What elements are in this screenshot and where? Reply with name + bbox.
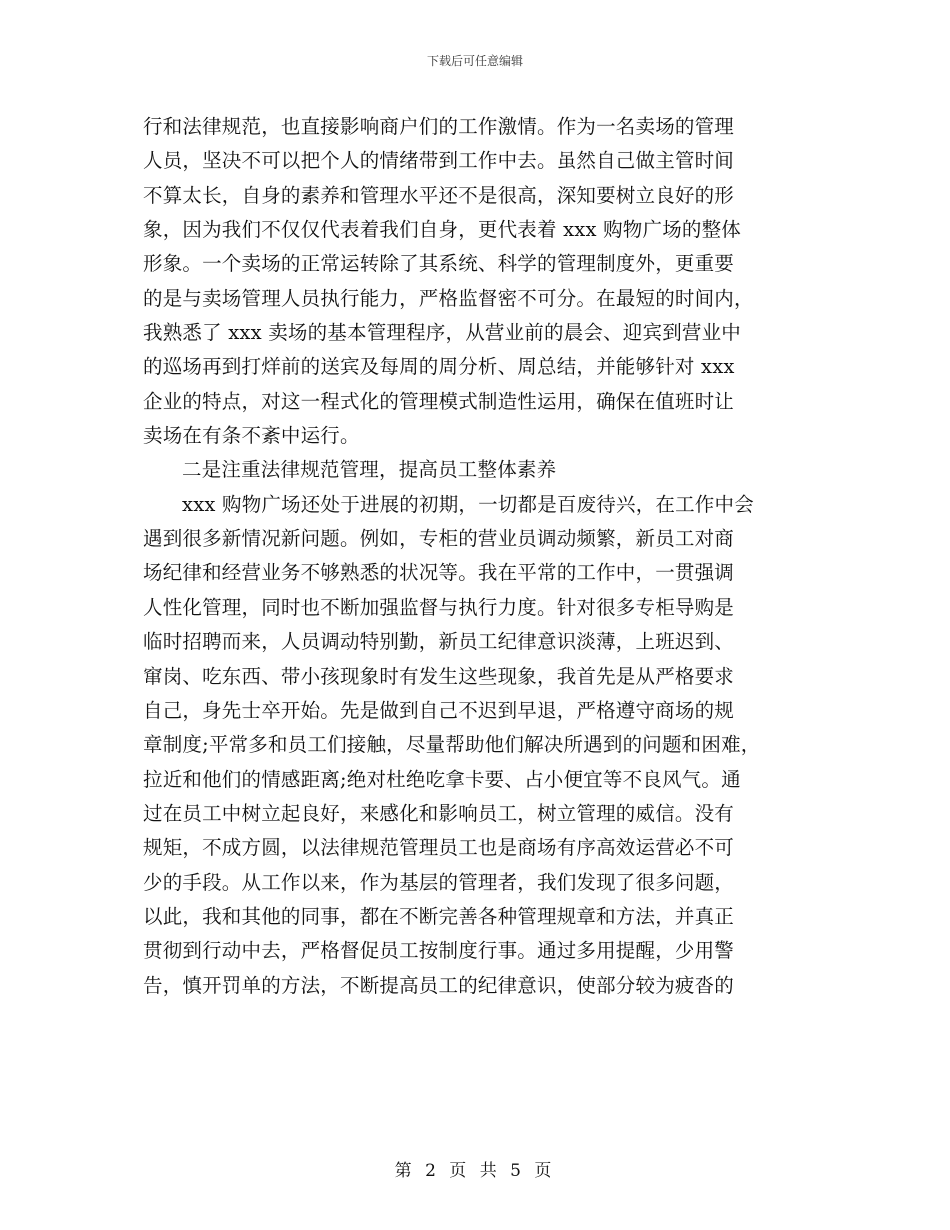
text-line: 我熟悉了 xxx 卖场的基本管理程序，从营业前的晨会、迎宾到营业中 [143,321,741,345]
header-note: 下载后可任意编辑 [426,54,523,68]
text-line: 拉近和他们的情感距离;绝对杜绝吃拿卡要、占小便宜等不良风气。通 [143,767,741,791]
document-body [143,110,823,1003]
section-heading: 二是注重法律规范管理，提高员工整体素养 [182,458,557,482]
text-line: 企业的特点，对这一程式化的管理模式制造性运用，确保在值班时让 [143,389,735,413]
text-line: 以此，我和其他的同事，都在不断完善各种管理规章和方法，并真正 [143,904,735,928]
text-line: 的是与卖场管理人员执行能力，严格监督密不可分。在最短的时间内， [143,286,754,310]
text-line: 少的手段。从工作以来，作为基层的管理者，我们发现了很多问题， [143,870,735,894]
text-line: 贯彻到行动中去，严格督促员工按制度行事。通过多用提醒，少用警 [143,939,735,963]
text-line: 形象。一个卖场的正常运转除了其系统、科学的管理制度外，更重要 [143,252,735,276]
text-line: 窜岗、吃东西、带小孩现象时有发生这些现象，我首先是从严格要求 [143,664,735,688]
text-line: 卖场在有条不紊中运行。 [143,424,360,448]
text-line: 象，因为我们不仅仅代表着我们自身，更代表着 xxx 购物广场的整体 [143,218,741,242]
text-line: 过在员工中树立起良好，来感化和影响员工，树立管理的威信。没有 [143,801,735,825]
text-line: 规矩，不成方圆，以法律规范管理员工也是商场有序高效运营必不可 [143,836,735,860]
text-line: xxx 购物广场还处于进展的初期，一切都是百废待兴，在工作中会 [182,492,754,516]
text-line: 行和法律规范，也直接影响商户们的工作激情。作为一名卖场的管理 [143,115,735,138]
page-indicator: 第 2 页 共 5 页 [394,1161,556,1181]
text-line: 自己，身先士卒开始。先是做到自己不迟到早退，严格遵守商场的规 [143,698,735,722]
text-line: 告，慎开罚单的方法，不断提高员工的纪律意识，使部分较为疲沓的 [143,973,735,997]
text-line: 章制度;平常多和员工们接触，尽量帮助他们解决所遇到的问题和困难， [143,733,761,757]
text-line: 人员，坚决不可以把个人的情绪带到工作中去。虽然自己做主管时间 [143,149,735,173]
text-line: 遇到很多新情况新问题。例如，专柜的营业员调动频繁，新员工对商 [143,527,735,551]
text-line: 场纪律和经营业务不够熟悉的状况等。我在平常的工作中，一贯强调 [143,561,735,585]
text-line: 人性化管理，同时也不断加强监督与执行力度。针对很多专柜导购是 [143,595,735,619]
text-line: 临时招聘而来，人员调动特别勤，新员工纪律意识淡薄，上班迟到、 [143,630,735,654]
text-line: 的巡场再到打烊前的送宾及每周的周分析、周总结，并能够针对 xxx [143,355,735,379]
text-line: 不算太长，自身的素养和管理水平还不是很高，深知要树立良好的形 [143,183,735,207]
